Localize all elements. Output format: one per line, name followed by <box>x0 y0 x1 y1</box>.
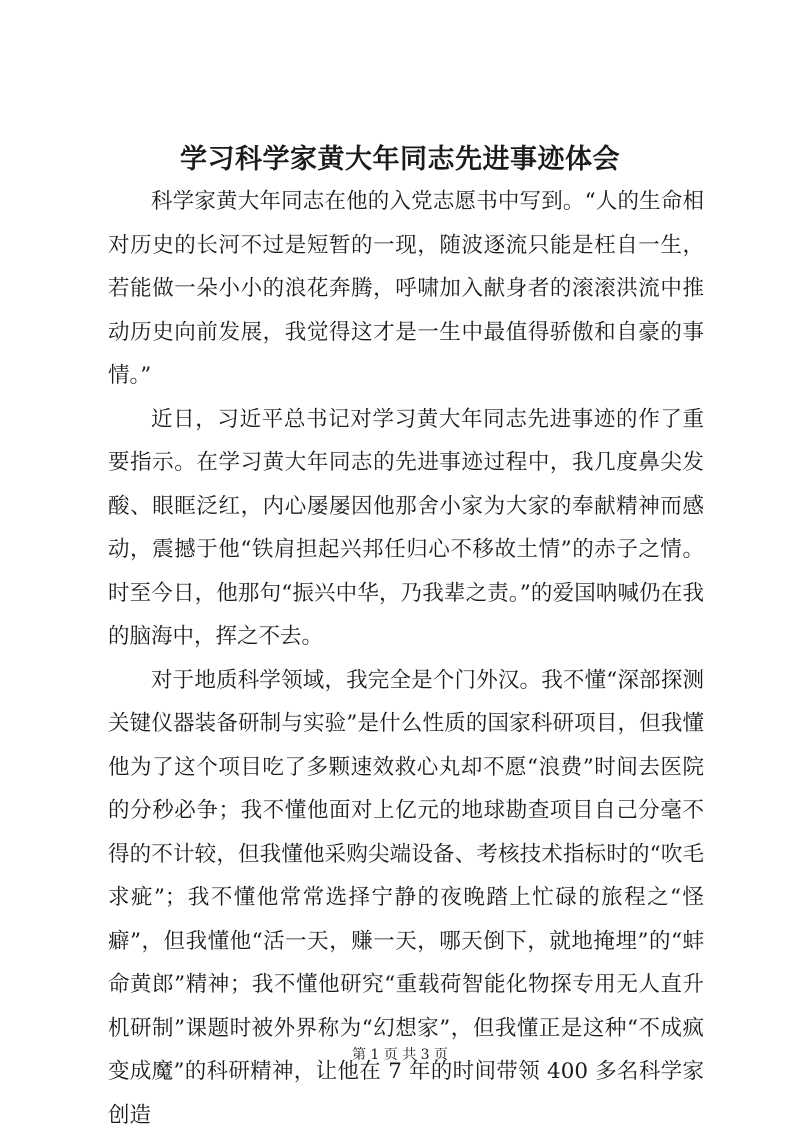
paragraph-2: 近日，习近平总书记对学习黄大年同志先进事迹的作了重要指示。在学习黄大年同志的先进事迹过程中，我几度鼻尖发酸、眼眶泛红，内心屡屡因他那舍小家为大家的奉献精神而感动，震撼于他“铁肩担起兴邦任归心不移故土情”的赤子之情。时至今日，他那句“振兴中华，乃我辈之责。”的爱国呐喊仍在我的脑海中，挥之不去。 <box>108 398 704 659</box>
document-title: 学习科学家黄大年同志先进事迹体会 <box>0 138 800 182</box>
paragraph-3: 对于地质科学领域，我完全是个门外汉。我不懂“深部探测关键仪器装备研制与实验”是什么性质的国家科研项目，但我懂他为了这个项目吃了多颗速效救心丸却不愿“浪费”时间去医院的分秒必争；我不懂他面对上亿元的地球勘查项目自己分毫不得的不计较，但我懂他采购尖端设备、考核技术指标时的“吹毛求疵”；我不懂他常常选择宁静的夜晚踏上忙碌的旅程之“怪癖”，但我懂他“活一天，赚一天，哪天倒下，就地掩埋”的“蚌命黄郎”精神；我不懂他研究“重载荷智能化物探专用无人直升机研制”课题时被外界称为“幻想家”，但我懂正是这种“不成疯变成魔”的科研精神，让他在 7 年的时间带领 400 多名科学家创造 <box>108 659 704 1137</box>
document-body <box>108 180 704 1137</box>
page-number-footer: 第 1 页 共 3 页 <box>0 1045 800 1065</box>
paragraph-1: 科学家黄大年同志在他的入党志愿书中写到。“人的生命相对历史的长河不过是短暂的一现，随波逐流只能是枉自一生，若能做一朵小小的浪花奔腾，呼啸加入献身者的滚滚洪流中推动历史向前发展，我觉得这才是一生中最值得骄傲和自豪的事情。” <box>108 180 704 398</box>
